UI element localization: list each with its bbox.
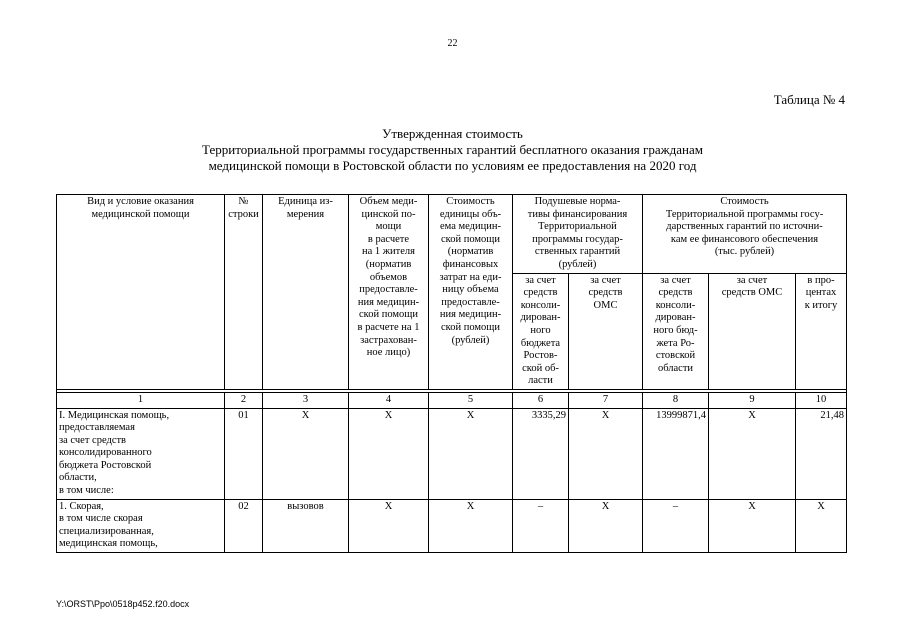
column-number: 5 [429, 392, 513, 408]
title-line-1: Утвержденная стоимость [382, 126, 523, 141]
table-label: Таблица № 4 [773, 92, 845, 107]
column-number: 6 [513, 392, 569, 408]
row-service-name: I. Медицинская помощь, предоставляемая за счет средств консолидированного бюджета Ростовской области, в том числе: [57, 408, 225, 499]
row-per-capita-oms: Х [569, 408, 643, 499]
column-number: 10 [796, 392, 847, 408]
table-row [57, 408, 847, 499]
column-number-row [57, 392, 847, 408]
header-per-capita-budget: за счет средств консоли- дирован- ного бюджета Ростов- ской об- ласти [513, 273, 569, 389]
row-percent: 21,48 [796, 408, 847, 499]
column-number: 3 [263, 392, 349, 408]
row-per-capita-oms: Х [569, 499, 643, 552]
row-total-oms: Х [709, 408, 796, 499]
header-volume: Объем меди- цинской по- мощи в расчете на 1 жителя (норматив объемов предоставле- ния медицин- ской помощи в расчете на 1 застрахован- ное лицо) [349, 195, 429, 390]
header-line-number: № строки [225, 195, 263, 390]
header-row-1 [57, 195, 847, 274]
row-unit: вызовов [263, 499, 349, 552]
header-total-budget: за счет средств консоли- дирован- ного бюд- жета Ро- стовской области [643, 273, 709, 389]
row-service-name: 1. Скорая, в том числе скорая специализированная, медицинская помощь, [57, 499, 225, 552]
row-total-budget: 13999871,4 [643, 408, 709, 499]
header-unit: Единица из- мерения [263, 195, 349, 390]
cost-table [56, 194, 847, 553]
page-number: 22 [447, 38, 458, 49]
row-per-capita-budget: 3335,29 [513, 408, 569, 499]
row-unit-cost: Х [429, 408, 513, 499]
column-number: 2 [225, 392, 263, 408]
header-percent: в про- центах к итогу [796, 273, 847, 389]
header-unit-cost: Стоимость единицы объ- ема медицин- ской помощи (норматив финансовых затрат на еди- ницу объема предоставле- ния медицин- ской помощи (рублей) [429, 195, 513, 390]
footer-file-path: Y:\ORST\Ppo\0518p452.f20.docx [56, 599, 190, 609]
column-number: 8 [643, 392, 709, 408]
header-program-cost-group: Стоимость Территориальной программы госу- дарственных гарантий по источни- кам ее финансового обеспечения (тыс. рублей) [643, 195, 847, 274]
header-service-type: Вид и условие оказания медицинской помощи [57, 195, 225, 390]
column-number: 1 [57, 392, 225, 408]
column-number: 9 [709, 392, 796, 408]
title-line-2: Территориальной программы государственных гарантий бесплатного оказания гражданам [202, 142, 703, 157]
row-unit: Х [263, 408, 349, 499]
header-per-capita-group: Подушевые норма- тивы финансирования Территориальной программы государ- ственных гарантий (рублей) [513, 195, 643, 274]
row-total-budget: – [643, 499, 709, 552]
title-line-3: медицинской помощи в Ростовской области по условиям ее предоставления на 2020 год [208, 158, 697, 173]
row-volume: Х [349, 499, 429, 552]
row-volume: Х [349, 408, 429, 499]
document-title [0, 126, 905, 174]
header-per-capita-oms: за счет средств ОМС [569, 273, 643, 389]
table-row [57, 499, 847, 552]
column-number: 7 [569, 392, 643, 408]
row-line-number: 02 [225, 499, 263, 552]
header-total-oms: за счет средств ОМС [709, 273, 796, 389]
row-line-number: 01 [225, 408, 263, 499]
row-per-capita-budget: – [513, 499, 569, 552]
row-percent: Х [796, 499, 847, 552]
row-unit-cost: Х [429, 499, 513, 552]
column-number: 4 [349, 392, 429, 408]
row-total-oms: Х [709, 499, 796, 552]
